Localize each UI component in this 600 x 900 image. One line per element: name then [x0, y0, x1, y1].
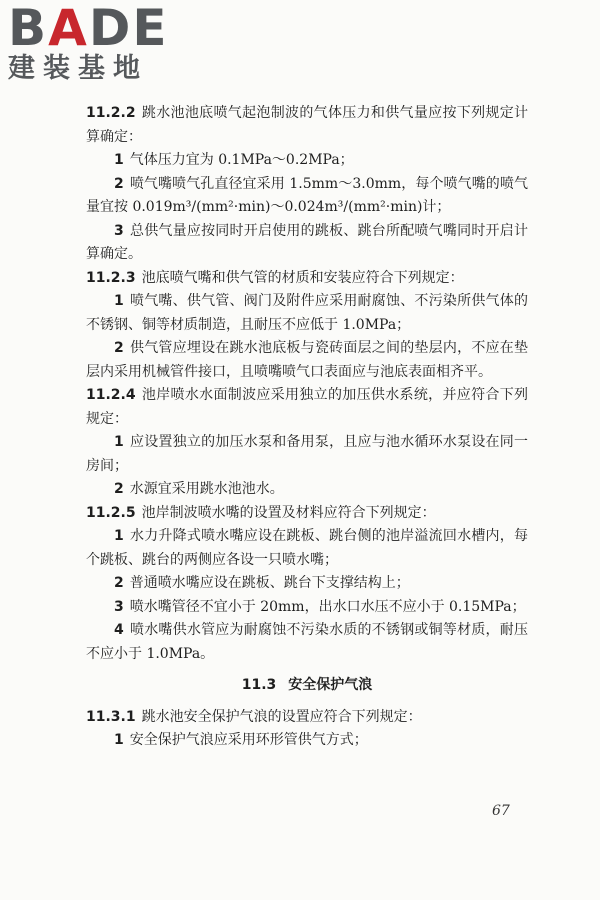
list-item: 1 气体压力宜为 0.1MPa～0.2MPa； — [114, 152, 354, 168]
list-item: 3 喷水嘴管径不宜小于 20mm，出水口水压不应小于 0.15MPa； — [114, 598, 526, 615]
list-item: 2 普通喷水嘴应设在跳板、跳台下支撑结构上； — [114, 575, 410, 591]
list-item: 3 总供气量应按同时开启使用的跳板、跳台所配喷气嘴同时开启计算确定。 — [86, 222, 528, 262]
clause-number: 11.2.3 — [86, 269, 136, 286]
section-title: 安全保护气浪 — [288, 677, 373, 693]
clause-11-3-1 — [86, 706, 528, 730]
document-body — [86, 102, 528, 753]
clause-text: 池底喷气嘴和供气管的材质和安装应符合下列规定： — [141, 269, 464, 286]
clause-number: 11.2.4 — [86, 387, 136, 403]
page-number: 67 — [492, 803, 510, 819]
clause-11-2-2 — [86, 102, 528, 149]
list-item: 2 供气管应埋设在跳水池底板与瓷砖面层之间的垫层内，不应在垫层内采用机械管件接口，且喷嘴喷气口表面应与池底表面相齐平。 — [86, 340, 528, 380]
logo-wordmark: BADE — [8, 0, 169, 57]
bade-logo — [8, 0, 169, 84]
clause-number: 11.2.5 — [86, 504, 136, 521]
list-item: 1 安全保护气浪应采用环形管供气方式； — [114, 732, 368, 748]
list-item: 1 喷气嘴、供气管、阀门及附件应采用耐腐蚀、不污染所供气体的不锈钢、铜等材质制造，且耐压不应低于 1.0MPa； — [86, 293, 528, 333]
list-item: 2 水源宜采用跳水池池水。 — [114, 481, 284, 497]
clause-text: 池岸喷水水面制波应采用独立的加压供水系统，并应符合下列规定： — [86, 387, 528, 427]
clause-11-2-4 — [86, 384, 528, 431]
logo-subtitle: 建装基地 — [8, 53, 148, 84]
clause-11-2-5 — [86, 502, 528, 526]
clause-text: 跳水池安全保护气浪的设置应符合下列规定： — [141, 708, 422, 725]
clause-11-2-3 — [86, 267, 528, 291]
clause-number: 11.3.1 — [86, 708, 136, 725]
section-heading — [86, 674, 528, 698]
section-number: 11.3 — [241, 677, 277, 693]
list-item: 4 喷水嘴供水管应为耐腐蚀不污染水质的不锈钢或铜等材质，耐压不应小于 1.0MPa。 — [86, 622, 528, 662]
clause-number: 11.2.2 — [86, 105, 136, 121]
list-item: 1 水力升降式喷水嘴应设在跳板、跳台侧的池岸溢流回水槽内，每个跳板、跳台的两侧应各设一只喷水嘴； — [86, 528, 528, 568]
clause-text: 池岸制波喷水嘴的设置及材料应符合下列规定： — [141, 504, 436, 521]
list-item: 2 喷气嘴喷气孔直径宜采用 1.5mm～3.0mm，每个喷气嘴的喷气量宜按 0.019m³/(mm²·min)～0.024m³/(mm²·min)计； — [86, 175, 528, 215]
clause-text: 跳水池池底喷气起泡制波的气体压力和供气量应按下列规定计算确定： — [86, 105, 528, 145]
list-item: 1 应设置独立的加压水泵和备用泵，且应与池水循环水泵设在同一房间； — [86, 434, 528, 474]
